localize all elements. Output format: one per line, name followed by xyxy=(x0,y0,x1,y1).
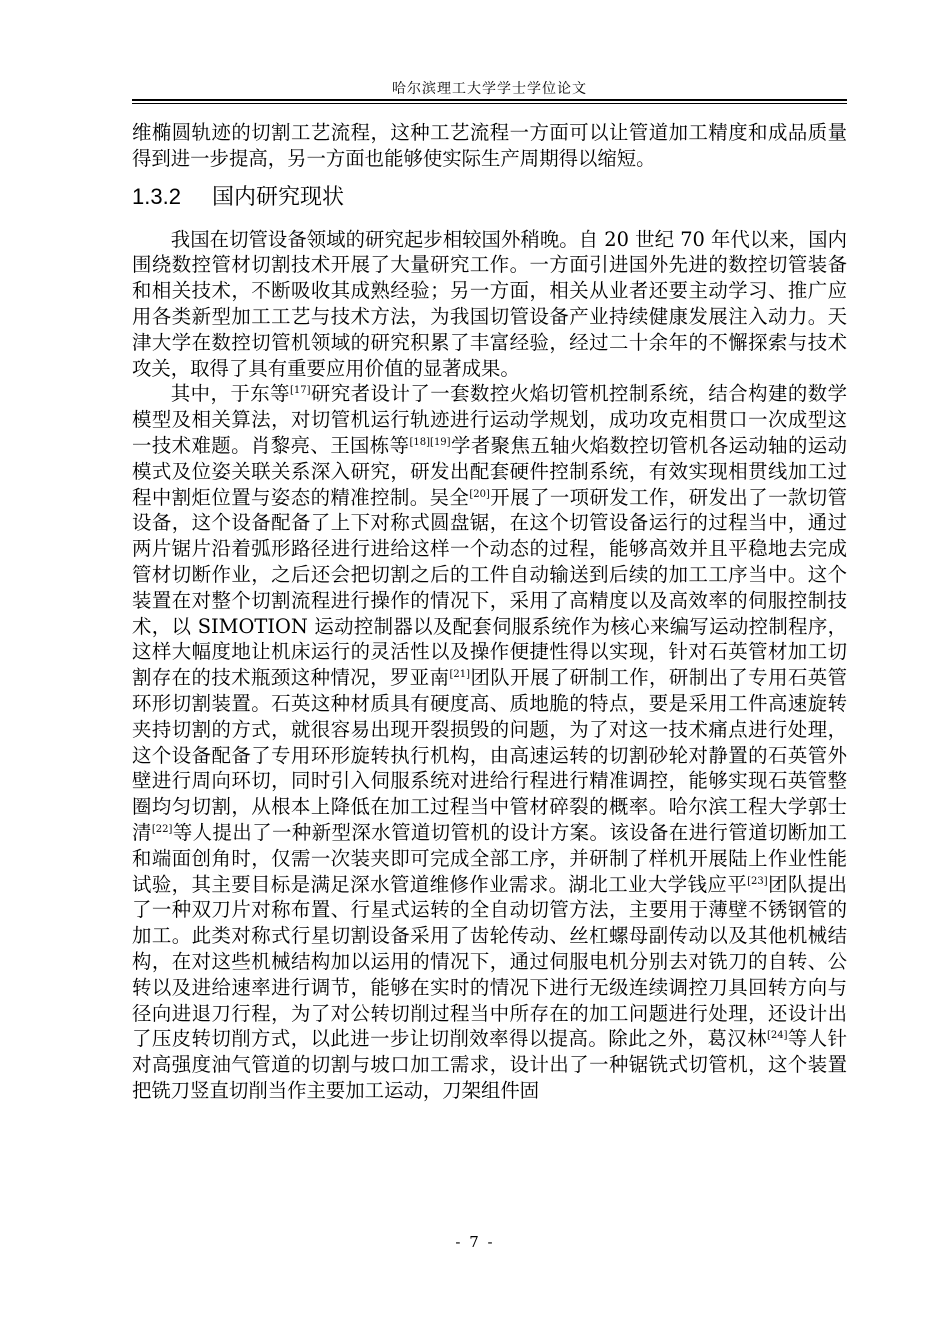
citation-22: [22] xyxy=(151,823,173,835)
section-heading xyxy=(132,182,847,213)
section-number: 1.3.2 xyxy=(132,183,181,209)
citation-21: [21] xyxy=(449,669,471,681)
text-segment: 学者聚焦五轴火焰数控切管机各运动轴的运动模式及位姿关联关系深入研究，研发出配套硬件控制系统，有效实现相贯线加工过程中割炬位置与姿态的精准控制。吴全 xyxy=(132,433,848,509)
text-segment: 开展了一项研发工作，研发出了一款切管设备，这个设备配备了上下对称式圆盘锯，在这个切管设备运行的过程当中，通过两片锯片沿着弧形路径进行进给这样一个动态的过程，能够高效并且平稳地去完成管材切断作业，之后还会把切割之后的工件自动输送到后续的加工工序当中。这个装置在对整个切割流程进行操作的情况下，采用了高精度以及高效率的伺服控制技术，以 SIMOTION 运动控制器以及配套伺服系统作为核心来编写运动控制程序，这样大幅度地让机床运行的灵活性以及操作便捷性得以实现，针对石英管材加工切割存在的技术瓶颈这种情况，罗亚南 xyxy=(132,485,847,690)
page-number: - 7 - xyxy=(455,1233,495,1251)
paragraph-domestic-research xyxy=(132,381,847,1103)
body-text xyxy=(132,120,847,1104)
citation-23: [23] xyxy=(747,875,768,887)
citation-18-19: [18][19] xyxy=(409,436,451,448)
text-segment: 等人针对高强度油气管道的切割与坡口加工需求，设计出了一种锯铣式切管机，这个装置把铣刀竖直切削当作主要加工运动，刀架组件固 xyxy=(132,1027,848,1102)
citation-17: [17] xyxy=(290,385,311,397)
section-title: 国内研究现状 xyxy=(212,184,345,210)
paragraph-continued: 维椭圆轨迹的切割工艺流程，这种工艺流程一方面可以让管道加工精度和成品质量得到进一步提高，另一方面也能够使实际生产周期得以缩短。 xyxy=(132,121,847,170)
text-segment: 研究者设计了一套数控火焰切管机控制系统，结合构建的数学模型及相关算法，对切管机运行轨迹进行运动学规划，成功攻克相贯口一次成型这一技术难题。肖黎亮、王国栋等 xyxy=(132,382,848,457)
paragraph-domestic-overview: 我国在切管设备领域的研究起步相较国外稍晚。自 20 世纪 70 年代以来，国内围绕数控管材切割技术开展了大量研究工作。一方面引进国外先进的数控切管装备和相关技术，不断吸收其成熟经验；另一方面，相关从业者还要主动学习、推广应用各类新型加工工艺与技术方法，为我国切管设备产业持续健康发展注入动力。天津大学在数控切管机领域的研究积累了丰富经验，经过二十余年的不懈探索与技术攻关，取得了具有重要应用价值的显著成果。 xyxy=(132,227,847,380)
running-header: 哈尔滨理工大学学士学位论文 xyxy=(392,81,587,97)
header-rule xyxy=(132,99,847,101)
text-segment: 团队开展了研制工作，研制出了专用石英管环形切割装置。石英这种材质具有硬度高、质地脆的特点，要是采用工件高速旋转夹持切割的方式，就很容易出现开裂损毁的问题，为了对这一技术痛点进行处理，这个设备配备了专用环形旋转执行机构，由高速运转的切割砂轮对静置的石英管外壁进行周向环切，同时引入伺服系统对进给行程进行精准调控，能够实现石英管整圈均匀切割，从根本上降低在加工过程当中管材碎裂的概率。哈尔滨工程大学郭士清 xyxy=(132,666,848,844)
text-segment: 等人提出了一种新型深水管道切管机的设计方案。该设备在进行管道切断加工和端面创角时，仅需一次装夹即可完成全部工序，并研制了样机开展陆上作业性能试验，其主要目标是满足深水管道维修作业需求。湖北工业大学钱应平 xyxy=(132,820,848,896)
text-segment: 团队提出了一种双刀片对称布置、行星式运转的全自动切管方法，主要用于薄壁不锈钢管的加工。此类对称式行星切割设备采用了齿轮传动、丝杠螺母副传动以及其他机械结构，在对这些机械结构加以运用的情况下，通过伺服电机分别去对铣刀的自转、公转以及进给速率进行调节，能够在实时的情况下进行无级连续调控刀具回转方向与径向进退刀行程，为了对公转切削过程当中所存在的加工问题进行处理，还设计出了压皮转切削方式，以此进一步让切削效率得以提高。除此之外，葛汉林 xyxy=(132,872,848,1051)
text-segment: 其中，于东等 xyxy=(170,382,291,406)
header-rule-secondary xyxy=(132,103,847,104)
citation-24: [24] xyxy=(766,1030,788,1042)
citation-20: [20] xyxy=(469,488,490,500)
